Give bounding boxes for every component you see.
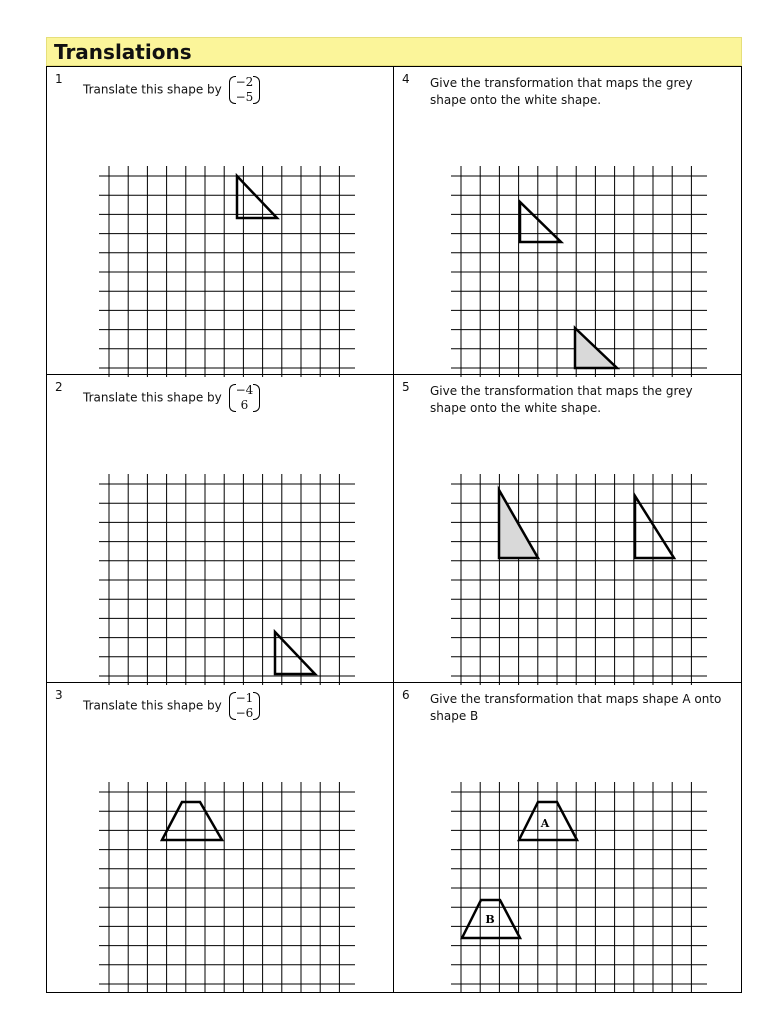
square-grid [437,470,707,685]
square-grid [85,470,355,685]
question-2-cell [47,375,394,683]
grid-lines [99,166,355,377]
vector-top: −2 [235,75,254,89]
trapezium-shape [162,802,222,840]
question-1-cell [47,67,394,375]
worksheet [46,37,742,926]
question-text: Give the transformation that maps shape A onto shape B [430,692,722,723]
square-grid [85,162,355,377]
question-prompt: Translate this shape by [83,698,222,713]
shape-label-a: A [540,817,550,830]
grey-triangle [575,328,617,368]
grid-lines [99,474,355,685]
grid-lines [451,782,707,993]
question-text [83,75,260,105]
worksheet-title: Translations [46,37,742,66]
questions-table [46,66,742,993]
question-number: 4 [402,72,410,86]
vector-top: −1 [235,691,254,705]
question-number: 6 [402,688,410,702]
white-triangle [520,202,561,242]
question-number: 5 [402,380,410,394]
translation-vector [229,691,261,721]
square-grid [437,162,707,377]
grid-lines [451,474,707,685]
shape-label-b: B [485,913,495,926]
question-text: Give the transformation that maps the grey shape onto the white shape. [430,76,693,107]
question-number: 1 [55,72,63,86]
vector-bottom: −5 [235,90,254,104]
square-grid [437,778,707,993]
question-5-cell [394,375,741,683]
question-3-cell [47,683,394,992]
question-text: Give the transformation that maps the grey shape onto the white shape. [430,384,693,415]
question-number: 3 [55,688,63,702]
vector-top: −4 [235,383,254,397]
vector-bottom: −6 [235,706,254,720]
translation-vector [229,383,261,413]
question-text [83,691,260,721]
question-6-cell [394,683,741,992]
white-triangle [635,496,674,558]
question-text [83,383,260,413]
triangle-shape [275,632,315,674]
question-prompt: Translate this shape by [83,390,222,405]
question-number: 2 [55,380,63,394]
translation-vector [229,75,261,105]
grid-lines [99,782,355,993]
square-grid [85,778,355,993]
vector-bottom: 6 [240,398,249,412]
question-prompt: Translate this shape by [83,82,222,97]
question-4-cell [394,67,741,375]
